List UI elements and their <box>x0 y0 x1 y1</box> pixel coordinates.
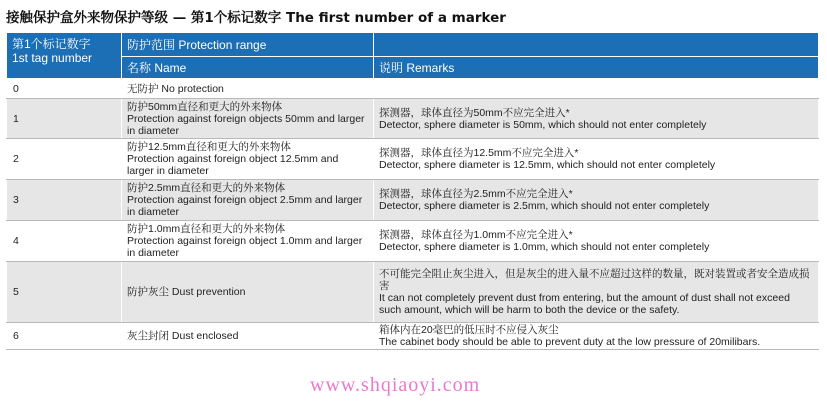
name-cn: 防护灰尘 Dust prevention <box>127 286 246 298</box>
table-row <box>7 221 819 262</box>
remarks-cell <box>374 99 819 139</box>
remark-cn: 箱体内在20毫巴的低压时不应侵入灰尘 <box>379 324 559 336</box>
table-row <box>7 262 819 323</box>
remark-en: Detector, sphere diameter is 12.5mm, which should not enter completely <box>379 159 716 171</box>
remark-cn: 探测器，球体直径为50mm不应完全进入* <box>379 106 570 119</box>
level-number-cell: 4 <box>7 221 122 262</box>
name-column-header: 名称 Name <box>122 57 374 79</box>
remarks-cell <box>374 180 819 221</box>
name-cell <box>122 323 374 350</box>
remark-en: Detector, sphere diameter is 50mm, which should not enter completely <box>379 118 707 131</box>
remarks-cell <box>374 262 819 323</box>
header-blank-cell <box>374 33 819 57</box>
remark-cn: 探测器，球体直径为12.5mm不应完全进入* <box>379 147 579 159</box>
name-cell <box>122 139 374 180</box>
name-cn: 防护2.5mm直径和更大的外来物体 <box>127 182 286 194</box>
protection-range-header: 防护范围 Protection range <box>122 33 374 57</box>
remark-en: The cabinet body should be able to prevent duty at the low pressure of 20milibars. <box>379 336 761 348</box>
remarks-cell <box>374 139 819 180</box>
name-en: Protection against foreign object 12.5mm and larger in diameter <box>127 153 339 177</box>
first-number-header-cn: 第1个标记数字 <box>12 37 91 51</box>
level-number-cell: 2 <box>7 139 122 180</box>
name-cell <box>122 221 374 262</box>
name-cell <box>122 99 374 139</box>
name-en: Protection against foreign object 1.0mm and larger in diameter <box>127 235 363 259</box>
level-number-cell: 5 <box>7 262 122 323</box>
name-cn: 防护12.5mm直径和更大的外来物体 <box>127 141 291 153</box>
first-number-header-en: 1st tag number <box>12 51 93 65</box>
level-number-cell: 3 <box>7 180 122 221</box>
remarks-cell <box>374 79 819 99</box>
remark-en: Detector, sphere diameter is 1.0mm, which should not enter completely <box>379 241 710 253</box>
first-number-header <box>7 33 122 79</box>
table-row <box>7 180 819 221</box>
table-header-row-sub <box>7 57 819 79</box>
name-en: Protection against foreign object 2.5mm and larger in diameter <box>127 194 363 218</box>
remark-en: Detector, sphere diameter is 2.5mm, which should not enter completely <box>379 200 710 212</box>
level-number-cell: 0 <box>7 79 122 99</box>
name-cell <box>122 79 374 99</box>
watermark: www.shqiaoyi.com <box>310 374 481 396</box>
name-cn: 防护1.0mm直径和更大的外来物体 <box>127 223 286 235</box>
remark-en: It can not completely prevent dust from entering, but the amount of dust shall not exceed such amount, which will be harm to both the device or the safety. <box>379 292 790 316</box>
table-row <box>7 323 819 350</box>
remarks-column-header: 说明 Remarks <box>374 57 819 79</box>
table-header-row-top <box>7 33 819 57</box>
remark-cn: 不可能完全阻止灰尘进入，但是灰尘的进入量不应超过这样的数量，既对装置或者安全造成损害 <box>379 268 810 292</box>
name-en: Protection against foreign objects 50mm and larger in diameter <box>127 112 365 137</box>
remarks-cell <box>374 323 819 350</box>
level-number-cell: 1 <box>7 99 122 139</box>
name-cell <box>122 180 374 221</box>
remark-cn: 探测器，球体直径为1.0mm不应完全进入* <box>379 229 573 241</box>
page-title: 接触保护盒外来物保护等级 — 第1个标记数字 The first number of a marker <box>6 10 506 26</box>
name-cell <box>122 262 374 323</box>
table-row <box>7 139 819 180</box>
name-cn: 防护50mm直径和更大的外来物体 <box>127 100 283 113</box>
remarks-cell <box>374 221 819 262</box>
name-cn: 灰尘封闭 Dust enclosed <box>127 330 239 342</box>
remark-cn: 探测器，球体直径为2.5mm不应完全进入* <box>379 188 573 200</box>
name-cn: 无防护 No protection <box>127 82 224 95</box>
table-row <box>7 99 819 139</box>
protection-level-table <box>6 32 819 350</box>
table-row <box>7 79 819 99</box>
level-number-cell: 6 <box>7 323 122 350</box>
